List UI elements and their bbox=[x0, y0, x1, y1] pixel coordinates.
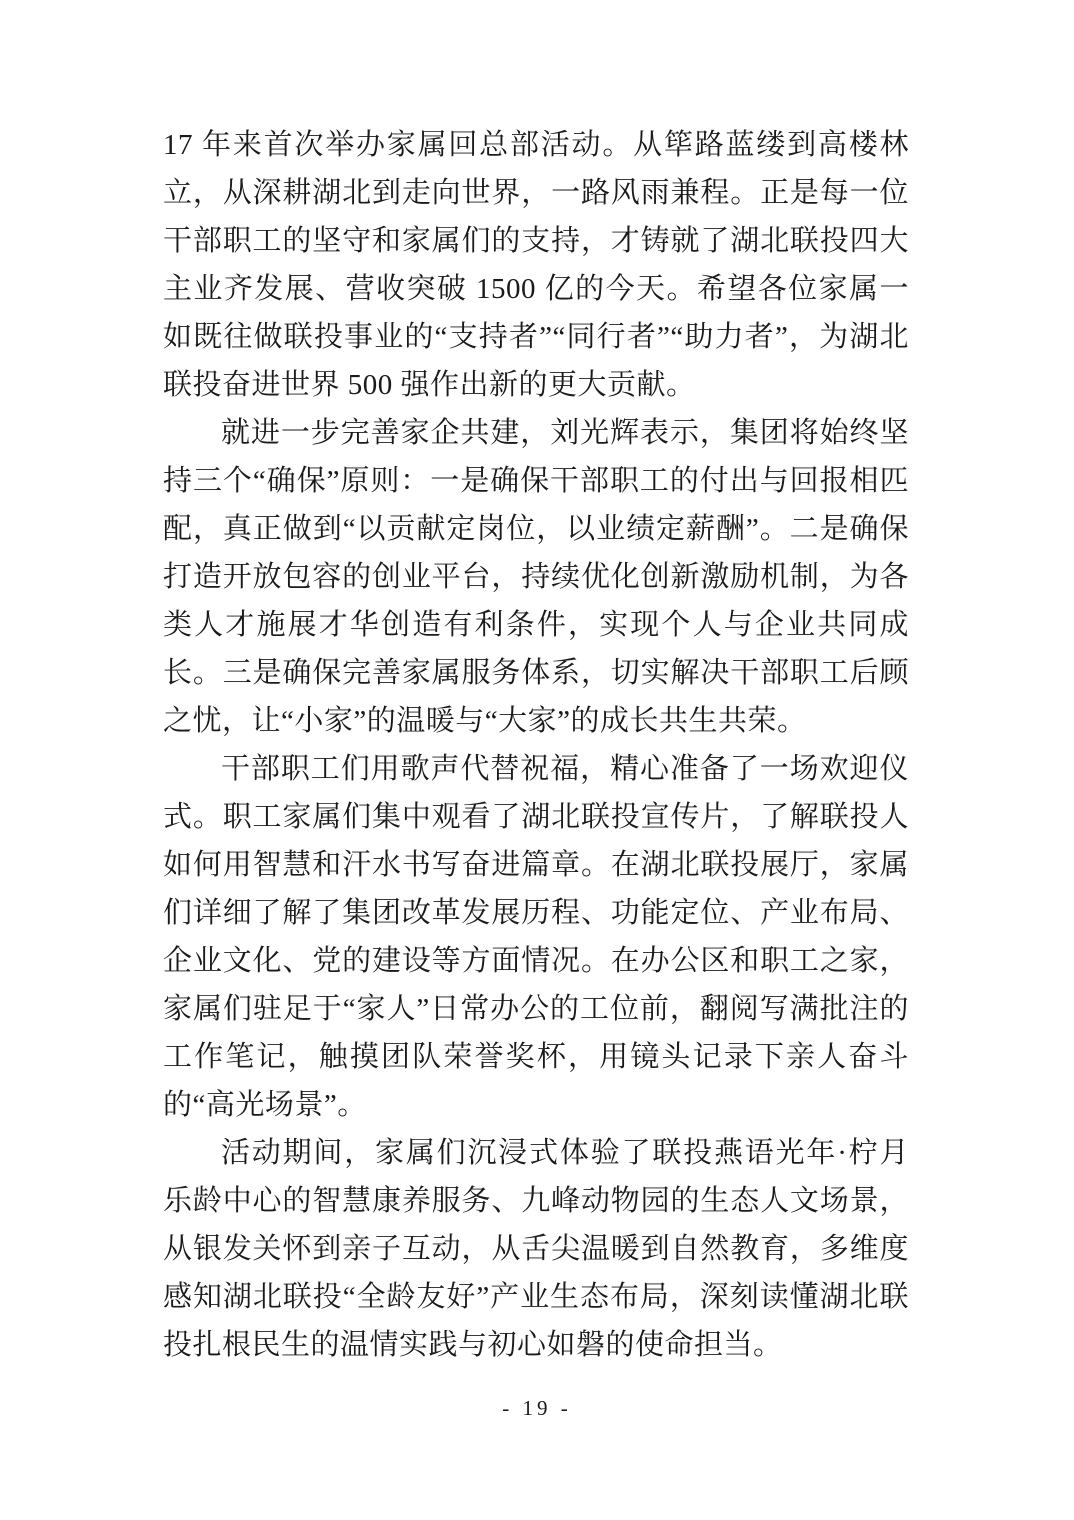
paragraph: 干部职工们用歌声代替祝福，精心准备了一场欢迎仪式。职工家属们集中观看了湖北联投宣传片，了解联投人如何用智慧和汗水书写奋进篇章。在湖北联投展厅，家属们详细了解了集团改革发展历程、功能定位、产业布局、企业文化、党的建设等方面情况。在办公区和职工之家，家属们驻足于“家人”日常办公的工位前，翻阅写满批注的工作笔记，触摸团队荣誉奖杯，用镜头记录下亲人奋斗的“高光场景”。 bbox=[163, 753, 909, 1121]
document-body bbox=[163, 121, 909, 1369]
paragraph: 就进一步完善家企共建，刘光辉表示，集团将始终坚持三个“确保”原则：一是确保干部职工的付出与回报相匹配，真正做到“以贡献定岗位，以业绩定薪酬”。二是确保打造开放包容的创业平台，持续优化创新激励机制，为各类人才施展才华创造有利条件，实现个人与企业共同成长。三是确保完善家属服务体系，切实解决干部职工后顾之忧，让“小家”的温暖与“大家”的成长共生共荣。 bbox=[163, 417, 909, 737]
page-number: - 19 - bbox=[502, 1396, 572, 1420]
paragraph: 活动期间，家属们沉浸式体验了联投燕语光年·柠月乐龄中心的智慧康养服务、九峰动物园的生态人文场景，从银发关怀到亲子互动，从舌尖温暖到自然教育，多维度感知湖北联投“全龄友好”产业生态布局，深刻读懂湖北联投扎根民生的温情实践与初心如磐的使命担当。 bbox=[163, 1137, 909, 1361]
paragraph-continuation: 17 年来首次举办家属回总部活动。从筚路蓝缕到高楼林立，从深耕湖北到走向世界，一路风雨兼程。正是每一位干部职工的坚守和家属们的支持，才铸就了湖北联投四大主业齐发展、营收突破 1500 亿的今天。希望各位家属一如既往做联投事业的“支持者”“同行者”“助力者”，为湖北联投奋进世界 500 强作出新的更大贡献。 bbox=[163, 129, 909, 401]
